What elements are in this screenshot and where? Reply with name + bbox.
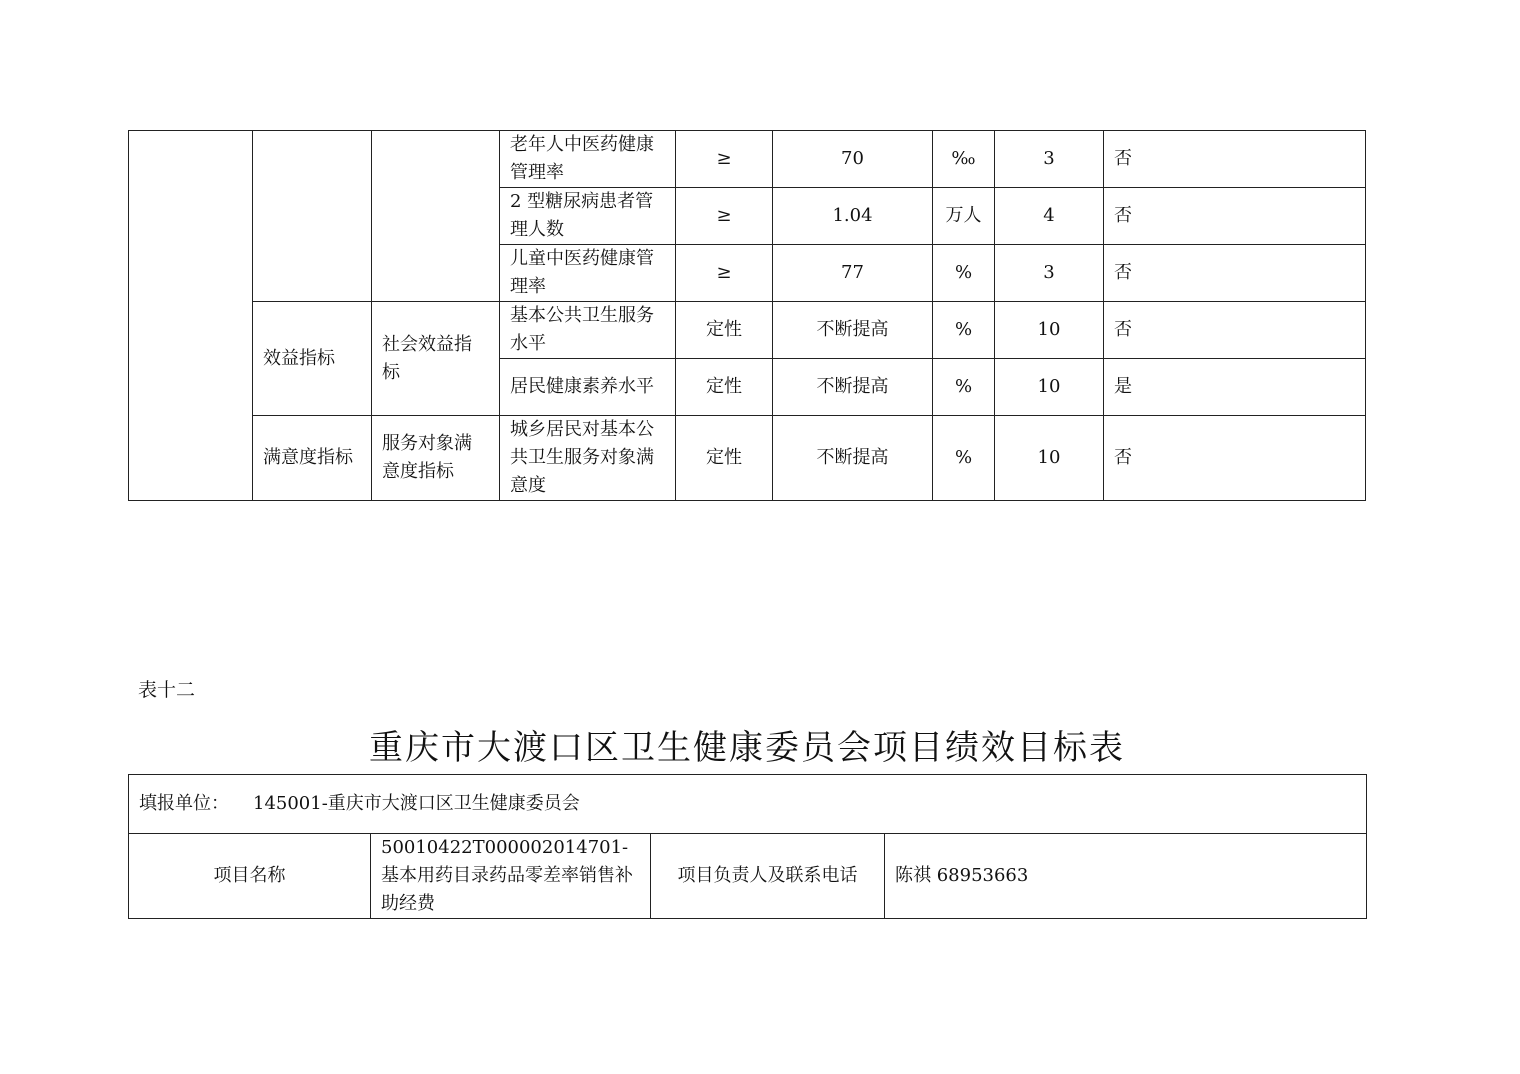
operator-cell: 定性 <box>676 302 773 359</box>
level3-indicator: 老年人中医药健康管理率 <box>500 131 676 188</box>
unit-cell: % <box>933 416 995 501</box>
table-row <box>129 775 1367 834</box>
project-info-table <box>128 774 1367 919</box>
contact-label: 项目负责人及联系电话 <box>651 834 885 919</box>
weight-cell: 10 <box>995 359 1104 416</box>
weight-cell: 10 <box>995 416 1104 501</box>
operator-cell: 定性 <box>676 359 773 416</box>
target-value-cell: 不断提高 <box>773 416 933 501</box>
operator-cell: 定性 <box>676 416 773 501</box>
unit-cell: % <box>933 359 995 416</box>
target-value-cell: 不断提高 <box>773 359 933 416</box>
weight-cell: 10 <box>995 302 1104 359</box>
unit-cell: % <box>933 302 995 359</box>
core-indicator-cell: 否 <box>1104 302 1366 359</box>
target-value-cell: 1.04 <box>773 188 933 245</box>
level1-indicator-cell <box>129 131 253 501</box>
target-value-cell: 不断提高 <box>773 302 933 359</box>
target-value-cell: 70 <box>773 131 933 188</box>
core-indicator-cell: 否 <box>1104 188 1366 245</box>
level2-indicator-cell <box>372 131 500 302</box>
contact-value: 陈祺 68953663 <box>885 834 1367 919</box>
core-indicator-cell: 否 <box>1104 131 1366 188</box>
level1-sub-cell <box>253 131 372 302</box>
page-title: 重庆市大渡口区卫生健康委员会项目绩效目标表 <box>369 728 1125 768</box>
table-row <box>129 416 1366 501</box>
table-row <box>129 834 1367 919</box>
level3-indicator: 2 型糖尿病患者管理人数 <box>500 188 676 245</box>
core-indicator-cell: 是 <box>1104 359 1366 416</box>
operator-cell: ≥ <box>676 131 773 188</box>
level3-indicator: 儿童中医药健康管理率 <box>500 245 676 302</box>
unit-cell: 万人 <box>933 188 995 245</box>
project-name-label: 项目名称 <box>129 834 371 919</box>
table-row <box>129 131 1366 188</box>
satisfaction-level1-cell: 满意度指标 <box>253 416 372 501</box>
benefit-level2-cell: 社会效益指标 <box>372 302 500 416</box>
performance-indicator-table <box>128 130 1366 501</box>
weight-cell: 4 <box>995 188 1104 245</box>
table-row <box>129 302 1366 359</box>
core-indicator-cell: 否 <box>1104 245 1366 302</box>
satisfaction-level2-cell: 服务对象满意度指标 <box>372 416 500 501</box>
reporting-unit-value: 145001-重庆市大渡口区卫生健康委员会 <box>253 793 580 814</box>
core-indicator-cell: 否 <box>1104 416 1366 501</box>
level3-indicator: 居民健康素养水平 <box>500 359 676 416</box>
reporting-unit-cell <box>129 775 1367 834</box>
project-name-value: 50010422T000002014701-基本用药目录药品零差率销售补助经费 <box>371 834 651 919</box>
benefit-level1-cell: 效益指标 <box>253 302 372 416</box>
weight-cell: 3 <box>995 245 1104 302</box>
table-label: 表十二 <box>138 679 196 701</box>
weight-cell: 3 <box>995 131 1104 188</box>
unit-cell: ‰ <box>933 131 995 188</box>
target-value-cell: 77 <box>773 245 933 302</box>
unit-cell: % <box>933 245 995 302</box>
level3-indicator: 城乡居民对基本公共卫生服务对象满意度 <box>500 416 676 501</box>
reporting-unit-label: 填报单位： <box>139 793 229 814</box>
operator-cell: ≥ <box>676 188 773 245</box>
operator-cell: ≥ <box>676 245 773 302</box>
level3-indicator: 基本公共卫生服务水平 <box>500 302 676 359</box>
